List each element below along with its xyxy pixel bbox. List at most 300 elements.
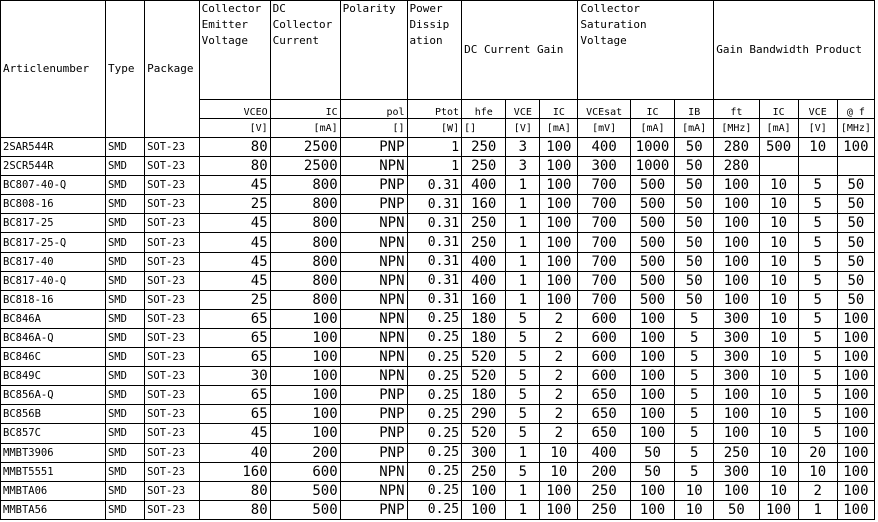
cell-ptot: 0.25 — [407, 328, 462, 347]
cell-polarity: NPN — [340, 252, 407, 271]
cell-hfe: 250 — [462, 138, 506, 157]
cell-hfe: 300 — [462, 443, 506, 462]
cell-ft: 280 — [714, 138, 759, 157]
cell-gain-ic: 10 — [540, 462, 578, 481]
cell-vceo: 45 — [199, 271, 270, 290]
cell-ptot: 0.31 — [407, 233, 462, 252]
cell-ft: 300 — [714, 367, 759, 386]
table-row — [1, 252, 875, 271]
cell-package: SOT-23 — [145, 138, 200, 157]
cell-sat-ic: 500 — [630, 214, 674, 233]
cell-hfe: 250 — [462, 233, 506, 252]
cell-articlenumber: BC846A-Q — [1, 328, 106, 347]
cell-hfe: 180 — [462, 386, 506, 405]
cell-polarity: NPN — [340, 481, 407, 500]
cell-gbp-ic: 10 — [759, 309, 798, 328]
cell-gbp-ic: 500 — [759, 138, 798, 157]
cell-articlenumber: MMBT3906 — [1, 443, 106, 462]
cell-hfe: 400 — [462, 176, 506, 195]
cell-gain-vce: 5 — [506, 367, 540, 386]
cell-sat-ib: 50 — [675, 214, 714, 233]
cell-vcesat: 400 — [578, 138, 630, 157]
cell-gain-vce: 1 — [506, 252, 540, 271]
table-header — [1, 1, 875, 138]
cell-hfe: 180 — [462, 328, 506, 347]
cell-vceo: 80 — [199, 138, 270, 157]
cell-type: SMD — [105, 309, 144, 328]
cell-gain-vce: 3 — [506, 157, 540, 176]
header-unit-ic: [mA] — [270, 119, 340, 138]
cell-ptot: 1 — [407, 138, 462, 157]
cell-type: SMD — [105, 290, 144, 309]
cell-sat-ib: 50 — [675, 138, 714, 157]
cell-package: SOT-23 — [145, 443, 200, 462]
cell-ptot: 0.25 — [407, 462, 462, 481]
cell-articlenumber: MMBT5551 — [1, 462, 106, 481]
cell-vceo: 80 — [199, 500, 270, 519]
header-unit-gbp-vce: [V] — [798, 119, 837, 138]
cell-gbp-vce: 5 — [798, 367, 837, 386]
cell-gbp-vce: 5 — [798, 271, 837, 290]
cell-articlenumber: BC808-16 — [1, 195, 106, 214]
cell-gbp-f: 100 — [837, 443, 874, 462]
header-dc-gain-title: DC Current Gain — [462, 1, 578, 100]
cell-vcesat: 300 — [578, 157, 630, 176]
header-unit-gbp-ic: [mA] — [759, 119, 798, 138]
cell-gbp-f: 50 — [837, 195, 874, 214]
cell-gbp-f: 100 — [837, 138, 874, 157]
header-unit-gain-vce: [V] — [506, 119, 540, 138]
table-row — [1, 462, 875, 481]
cell-type: SMD — [105, 176, 144, 195]
cell-package: SOT-23 — [145, 309, 200, 328]
cell-gbp-vce — [798, 157, 837, 176]
cell-gain-ic: 100 — [540, 500, 578, 519]
cell-ic: 100 — [270, 405, 340, 424]
cell-package: SOT-23 — [145, 157, 200, 176]
cell-vceo: 65 — [199, 405, 270, 424]
cell-hfe: 400 — [462, 271, 506, 290]
cell-gain-ic: 2 — [540, 309, 578, 328]
cell-sat-ib: 50 — [675, 195, 714, 214]
cell-type: SMD — [105, 500, 144, 519]
cell-gbp-ic: 10 — [759, 233, 798, 252]
cell-package: SOT-23 — [145, 386, 200, 405]
cell-gbp-ic — [759, 157, 798, 176]
cell-gbp-vce: 5 — [798, 328, 837, 347]
cell-articlenumber: BC849C — [1, 367, 106, 386]
cell-package: SOT-23 — [145, 271, 200, 290]
cell-sat-ib: 5 — [675, 386, 714, 405]
cell-sat-ic: 100 — [630, 309, 674, 328]
cell-gbp-f: 100 — [837, 367, 874, 386]
cell-gbp-ic: 10 — [759, 481, 798, 500]
cell-gbp-vce: 5 — [798, 195, 837, 214]
table-row — [1, 443, 875, 462]
cell-ic: 100 — [270, 348, 340, 367]
cell-ptot: 0.31 — [407, 195, 462, 214]
cell-gbp-ic: 10 — [759, 290, 798, 309]
cell-gbp-f: 100 — [837, 348, 874, 367]
header-unit-gbp-f: [MHz] — [837, 119, 874, 138]
cell-type: SMD — [105, 386, 144, 405]
cell-gbp-f: 100 — [837, 309, 874, 328]
header-symbol-hfe: hfe — [462, 100, 506, 119]
header-package: Package — [145, 1, 200, 138]
cell-package: SOT-23 — [145, 176, 200, 195]
cell-gbp-f: 50 — [837, 290, 874, 309]
cell-gain-vce: 1 — [506, 176, 540, 195]
cell-vcesat: 700 — [578, 252, 630, 271]
cell-gbp-vce: 2 — [798, 481, 837, 500]
cell-ft: 100 — [714, 252, 759, 271]
cell-gbp-f: 50 — [837, 214, 874, 233]
cell-ic: 800 — [270, 290, 340, 309]
cell-sat-ib: 5 — [675, 424, 714, 443]
cell-gbp-f — [837, 157, 874, 176]
table-row — [1, 271, 875, 290]
cell-vceo: 65 — [199, 348, 270, 367]
cell-gain-ic: 100 — [540, 195, 578, 214]
cell-gbp-ic: 10 — [759, 328, 798, 347]
cell-gain-vce: 1 — [506, 481, 540, 500]
cell-sat-ib: 5 — [675, 443, 714, 462]
cell-package: SOT-23 — [145, 462, 200, 481]
cell-gain-ic: 2 — [540, 328, 578, 347]
cell-package: SOT-23 — [145, 348, 200, 367]
header-unit-sat-ib: [mA] — [675, 119, 714, 138]
cell-vcesat: 700 — [578, 290, 630, 309]
cell-sat-ic: 100 — [630, 386, 674, 405]
table-row — [1, 348, 875, 367]
cell-vceo: 45 — [199, 176, 270, 195]
cell-gain-vce: 1 — [506, 233, 540, 252]
cell-gbp-ic: 10 — [759, 424, 798, 443]
cell-polarity: PNP — [340, 405, 407, 424]
cell-type: SMD — [105, 214, 144, 233]
cell-type: SMD — [105, 195, 144, 214]
cell-type: SMD — [105, 138, 144, 157]
cell-sat-ic: 100 — [630, 405, 674, 424]
cell-polarity: PNP — [340, 424, 407, 443]
cell-sat-ib: 50 — [675, 233, 714, 252]
cell-hfe: 100 — [462, 481, 506, 500]
cell-sat-ib: 50 — [675, 252, 714, 271]
cell-gbp-f: 100 — [837, 462, 874, 481]
cell-hfe: 520 — [462, 348, 506, 367]
cell-sat-ic: 1000 — [630, 138, 674, 157]
cell-package: SOT-23 — [145, 252, 200, 271]
cell-gain-ic: 10 — [540, 443, 578, 462]
cell-vceo: 65 — [199, 386, 270, 405]
table-body — [1, 138, 875, 520]
cell-sat-ic: 100 — [630, 367, 674, 386]
cell-gain-ic: 2 — [540, 348, 578, 367]
cell-ic: 500 — [270, 481, 340, 500]
cell-package: SOT-23 — [145, 214, 200, 233]
cell-sat-ic: 500 — [630, 252, 674, 271]
cell-gain-ic: 100 — [540, 233, 578, 252]
cell-hfe: 290 — [462, 405, 506, 424]
cell-sat-ib: 5 — [675, 367, 714, 386]
cell-package: SOT-23 — [145, 233, 200, 252]
cell-ic: 800 — [270, 271, 340, 290]
cell-vcesat: 650 — [578, 424, 630, 443]
header-unit-hfe: [] — [462, 119, 506, 138]
table-row — [1, 309, 875, 328]
header-unit-ft: [MHz] — [714, 119, 759, 138]
cell-hfe: 100 — [462, 500, 506, 519]
cell-gbp-ic: 10 — [759, 462, 798, 481]
cell-sat-ib: 5 — [675, 462, 714, 481]
cell-ic: 800 — [270, 214, 340, 233]
cell-gbp-f: 100 — [837, 500, 874, 519]
cell-vceo: 40 — [199, 443, 270, 462]
cell-gain-ic: 100 — [540, 271, 578, 290]
cell-ic: 100 — [270, 386, 340, 405]
cell-hfe: 180 — [462, 309, 506, 328]
cell-gain-vce: 5 — [506, 405, 540, 424]
cell-ft: 100 — [714, 424, 759, 443]
table-row — [1, 481, 875, 500]
cell-ft: 300 — [714, 348, 759, 367]
table-row — [1, 195, 875, 214]
cell-ft: 100 — [714, 195, 759, 214]
cell-gbp-f: 50 — [837, 233, 874, 252]
cell-vcesat: 700 — [578, 233, 630, 252]
cell-gbp-vce: 5 — [798, 176, 837, 195]
cell-ft: 100 — [714, 176, 759, 195]
cell-sat-ib: 10 — [675, 500, 714, 519]
cell-type: SMD — [105, 443, 144, 462]
cell-gbp-vce: 5 — [798, 405, 837, 424]
header-unit-pol: [] — [340, 119, 407, 138]
cell-sat-ib: 50 — [675, 271, 714, 290]
cell-vceo: 25 — [199, 290, 270, 309]
cell-ptot: 0.25 — [407, 348, 462, 367]
cell-sat-ib: 50 — [675, 290, 714, 309]
cell-ft: 100 — [714, 233, 759, 252]
cell-type: SMD — [105, 328, 144, 347]
cell-vceo: 160 — [199, 462, 270, 481]
cell-articlenumber: BC817-25 — [1, 214, 106, 233]
cell-ptot: 0.31 — [407, 252, 462, 271]
cell-gain-vce: 5 — [506, 462, 540, 481]
cell-polarity: NPN — [340, 290, 407, 309]
cell-ic: 200 — [270, 443, 340, 462]
cell-package: SOT-23 — [145, 195, 200, 214]
cell-package: SOT-23 — [145, 328, 200, 347]
cell-package: SOT-23 — [145, 424, 200, 443]
cell-ptot: 0.25 — [407, 405, 462, 424]
cell-sat-ib: 10 — [675, 481, 714, 500]
cell-articlenumber: BC846C — [1, 348, 106, 367]
cell-ft: 100 — [714, 214, 759, 233]
cell-ft: 50 — [714, 500, 759, 519]
cell-polarity: PNP — [340, 386, 407, 405]
cell-gain-vce: 5 — [506, 348, 540, 367]
header-unit-vcesat: [mV] — [578, 119, 630, 138]
cell-gbp-ic: 10 — [759, 443, 798, 462]
cell-sat-ic: 1000 — [630, 157, 674, 176]
cell-gbp-f: 50 — [837, 176, 874, 195]
table-row — [1, 386, 875, 405]
cell-package: SOT-23 — [145, 481, 200, 500]
cell-ptot: 0.31 — [407, 176, 462, 195]
cell-sat-ib: 5 — [675, 405, 714, 424]
header-symbol-sat-ic: IC — [630, 100, 674, 119]
cell-articlenumber: BC856B — [1, 405, 106, 424]
table-row — [1, 328, 875, 347]
cell-ic: 500 — [270, 500, 340, 519]
cell-ft: 100 — [714, 271, 759, 290]
cell-gbp-ic: 10 — [759, 271, 798, 290]
header-gbp-title: Gain Bandwidth Product — [714, 1, 875, 100]
cell-gbp-f: 100 — [837, 405, 874, 424]
cell-ptot: 0.25 — [407, 424, 462, 443]
cell-vceo: 45 — [199, 214, 270, 233]
cell-ft: 300 — [714, 462, 759, 481]
cell-ptot: 0.31 — [407, 214, 462, 233]
cell-articlenumber: BC817-40 — [1, 252, 106, 271]
cell-vceo: 45 — [199, 424, 270, 443]
cell-gbp-vce: 5 — [798, 290, 837, 309]
header-saturation-title: Collector Saturation Voltage — [578, 1, 714, 100]
cell-gbp-vce: 20 — [798, 443, 837, 462]
table-row — [1, 214, 875, 233]
cell-gbp-f: 50 — [837, 252, 874, 271]
cell-type: SMD — [105, 233, 144, 252]
cell-sat-ic: 500 — [630, 271, 674, 290]
cell-ic: 2500 — [270, 157, 340, 176]
cell-ptot: 0.25 — [407, 367, 462, 386]
cell-vcesat: 400 — [578, 443, 630, 462]
cell-sat-ib: 50 — [675, 157, 714, 176]
cell-type: SMD — [105, 348, 144, 367]
table-row — [1, 157, 875, 176]
cell-ft: 280 — [714, 157, 759, 176]
header-symbol-pol: pol — [340, 100, 407, 119]
cell-gain-vce: 3 — [506, 138, 540, 157]
cell-articlenumber: BC846A — [1, 309, 106, 328]
cell-articlenumber: MMBTA56 — [1, 500, 106, 519]
table-row — [1, 138, 875, 157]
cell-hfe: 250 — [462, 462, 506, 481]
cell-articlenumber: BC817-40-Q — [1, 271, 106, 290]
cell-gain-vce: 1 — [506, 290, 540, 309]
cell-ptot: 0.25 — [407, 500, 462, 519]
cell-articlenumber: BC818-16 — [1, 290, 106, 309]
header-polarity-title: Polarity — [340, 1, 407, 100]
cell-vcesat: 600 — [578, 367, 630, 386]
table-row — [1, 424, 875, 443]
header-ptot-title: Power Dissip ation — [407, 1, 462, 100]
cell-vcesat: 700 — [578, 195, 630, 214]
cell-polarity: NPN — [340, 367, 407, 386]
cell-gbp-f: 50 — [837, 271, 874, 290]
cell-hfe: 250 — [462, 157, 506, 176]
cell-gbp-vce: 5 — [798, 309, 837, 328]
cell-sat-ic: 50 — [630, 443, 674, 462]
cell-articlenumber: BC807-40-Q — [1, 176, 106, 195]
cell-sat-ic: 100 — [630, 481, 674, 500]
cell-gbp-ic: 10 — [759, 348, 798, 367]
cell-hfe: 400 — [462, 252, 506, 271]
cell-ft: 300 — [714, 309, 759, 328]
cell-hfe: 520 — [462, 367, 506, 386]
cell-polarity: NPN — [340, 328, 407, 347]
cell-type: SMD — [105, 252, 144, 271]
header-unit-vceo: [V] — [199, 119, 270, 138]
cell-sat-ic: 500 — [630, 176, 674, 195]
cell-vceo: 65 — [199, 328, 270, 347]
cell-vceo: 25 — [199, 195, 270, 214]
cell-gain-vce: 5 — [506, 309, 540, 328]
cell-type: SMD — [105, 367, 144, 386]
cell-vcesat: 700 — [578, 176, 630, 195]
header-symbol-vcesat: VCEsat — [578, 100, 630, 119]
cell-hfe: 250 — [462, 214, 506, 233]
cell-gain-vce: 5 — [506, 424, 540, 443]
cell-ft: 300 — [714, 328, 759, 347]
cell-gbp-vce: 1 — [798, 500, 837, 519]
cell-articlenumber: BC857C — [1, 424, 106, 443]
header-symbol-sat-ib: IB — [675, 100, 714, 119]
cell-ic: 100 — [270, 328, 340, 347]
cell-ic: 800 — [270, 233, 340, 252]
cell-vcesat: 600 — [578, 348, 630, 367]
cell-gain-ic: 100 — [540, 481, 578, 500]
header-symbol-ic: IC — [270, 100, 340, 119]
cell-hfe: 160 — [462, 290, 506, 309]
cell-polarity: PNP — [340, 195, 407, 214]
cell-hfe: 160 — [462, 195, 506, 214]
cell-polarity: NPN — [340, 271, 407, 290]
cell-vcesat: 250 — [578, 500, 630, 519]
cell-gbp-ic: 10 — [759, 386, 798, 405]
cell-sat-ic: 100 — [630, 348, 674, 367]
cell-sat-ib: 5 — [675, 309, 714, 328]
cell-gain-ic: 2 — [540, 386, 578, 405]
header-vceo-title: Collector Emitter Voltage — [199, 1, 270, 100]
cell-ptot: 0.25 — [407, 309, 462, 328]
cell-vceo: 30 — [199, 367, 270, 386]
cell-gain-ic: 2 — [540, 424, 578, 443]
cell-gain-ic: 100 — [540, 176, 578, 195]
table-row — [1, 367, 875, 386]
cell-type: SMD — [105, 481, 144, 500]
header-symbol-gain-ic: IC — [540, 100, 578, 119]
cell-vcesat: 650 — [578, 405, 630, 424]
cell-ptot: 0.31 — [407, 290, 462, 309]
cell-gbp-ic: 100 — [759, 500, 798, 519]
cell-gain-vce: 1 — [506, 214, 540, 233]
cell-gbp-vce: 5 — [798, 424, 837, 443]
cell-gain-ic: 100 — [540, 138, 578, 157]
table-row — [1, 290, 875, 309]
cell-ic: 800 — [270, 252, 340, 271]
cell-gbp-f: 100 — [837, 424, 874, 443]
cell-polarity: PNP — [340, 138, 407, 157]
cell-polarity: NPN — [340, 233, 407, 252]
cell-hfe: 520 — [462, 424, 506, 443]
cell-type: SMD — [105, 424, 144, 443]
cell-gbp-vce: 5 — [798, 214, 837, 233]
cell-articlenumber: BC856A-Q — [1, 386, 106, 405]
table-row — [1, 176, 875, 195]
cell-ic: 100 — [270, 309, 340, 328]
header-symbol-gbp-ic: IC — [759, 100, 798, 119]
